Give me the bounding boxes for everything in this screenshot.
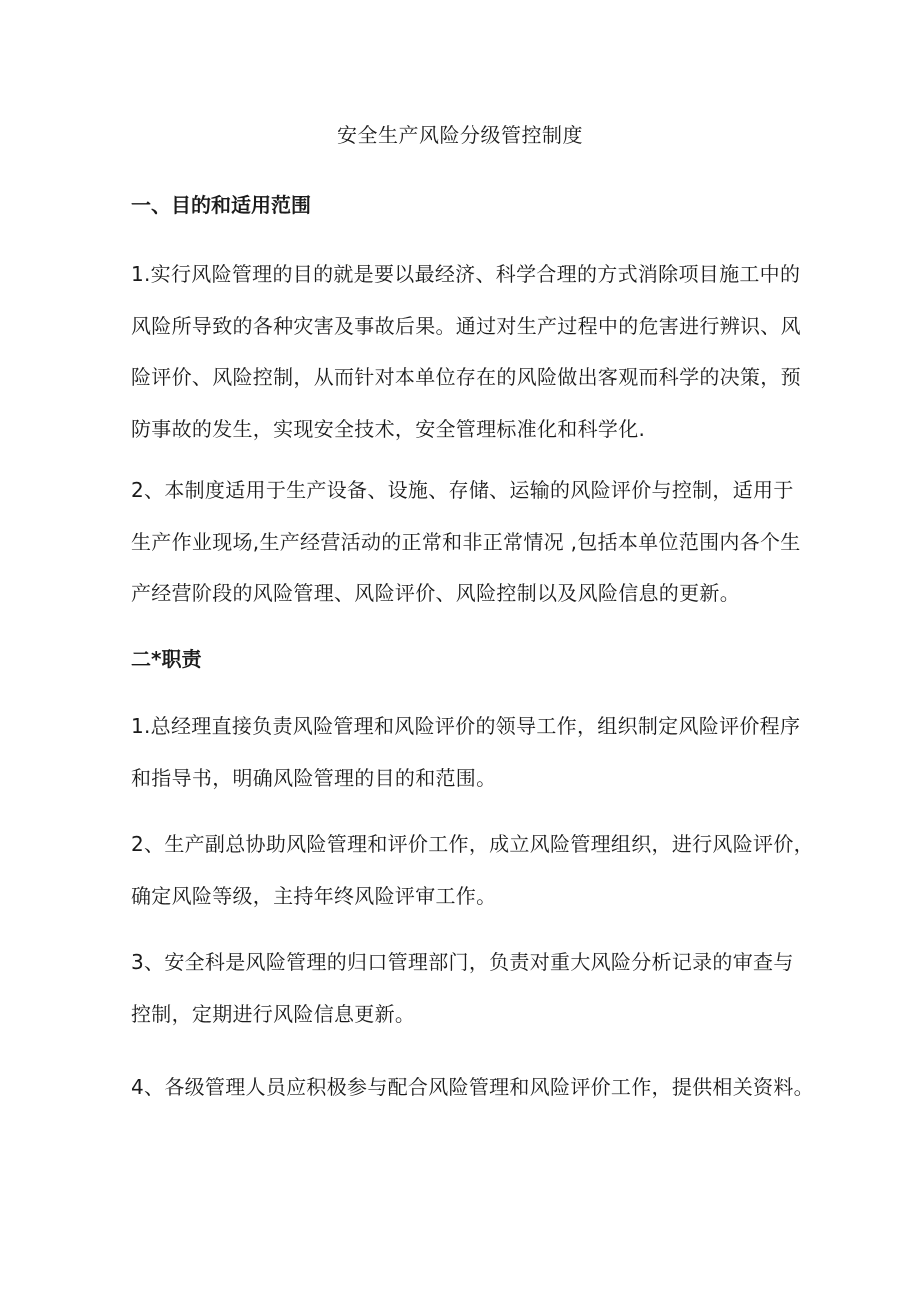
paragraph-managers-responsibility (131, 1062, 814, 1114)
paragraph-line: 产经营阶段的风险管理、风险评价、风险控制以及风险信息的更新。 (131, 581, 740, 605)
paragraph-line: 险评价、风险控制，从而针对本单位存在的风险做出客观而科学的决策，预 (131, 365, 801, 389)
section-heading-purpose-scope: 一、目的和适用范围 (131, 193, 311, 217)
paragraph-line: 防事故的发生，实现安全技术，安全管理标准化和科学化. (131, 416, 646, 441)
paragraph-deputy-responsibility (131, 819, 814, 922)
document-title: 安全生产风险分级管控制度 (337, 123, 583, 147)
paragraph-line: 1.实行风险管理的目的就是要以最经济、科学合理的方式消除项目施工中的 (131, 262, 801, 286)
paragraph-line: 1.总经理直接负责风险管理和风险评价的领导工作，组织制定风险评价程序 (131, 714, 801, 738)
paragraph-gm-responsibility (131, 701, 811, 804)
paragraph-line: 4、各级管理人员应积极参与配合风险管理和风险评价工作，提供相关资料。 (131, 1075, 814, 1099)
paragraph-line: 2、本制度适用于生产设备、设施、存储、运输的风险评价与控制，适用于 (131, 478, 794, 502)
section-heading-responsibilities: 二*职责 (131, 647, 202, 671)
paragraph-scope (131, 465, 811, 620)
paragraph-line: 2、生产副总协助风险管理和评价工作，成立风险管理组织，进行风险评价， (131, 832, 814, 856)
paragraph-safety-dept-responsibility (131, 937, 811, 1040)
paragraph-line: 和指导书，明确风险管理的目的和范围。 (131, 765, 497, 790)
paragraph-line: 确定风险等级，主持年终风险评审工作。 (131, 883, 497, 908)
paragraph-line: 3、安全科是风险管理的归口管理部门，负责对重大风险分析记录的审查与 (131, 950, 794, 974)
paragraph-line: 生产作业现场,生产经营活动的正常和非正常情况 ,包括本单位范围内各个生 (131, 529, 801, 554)
paragraph-purpose (131, 249, 811, 455)
paragraph-line: 控制，定期进行风险信息更新。 (131, 1001, 416, 1026)
paragraph-line: 风险所导致的各种灾害及事故后果。通过对生产过程中的危害进行辨识、风 (131, 313, 801, 338)
